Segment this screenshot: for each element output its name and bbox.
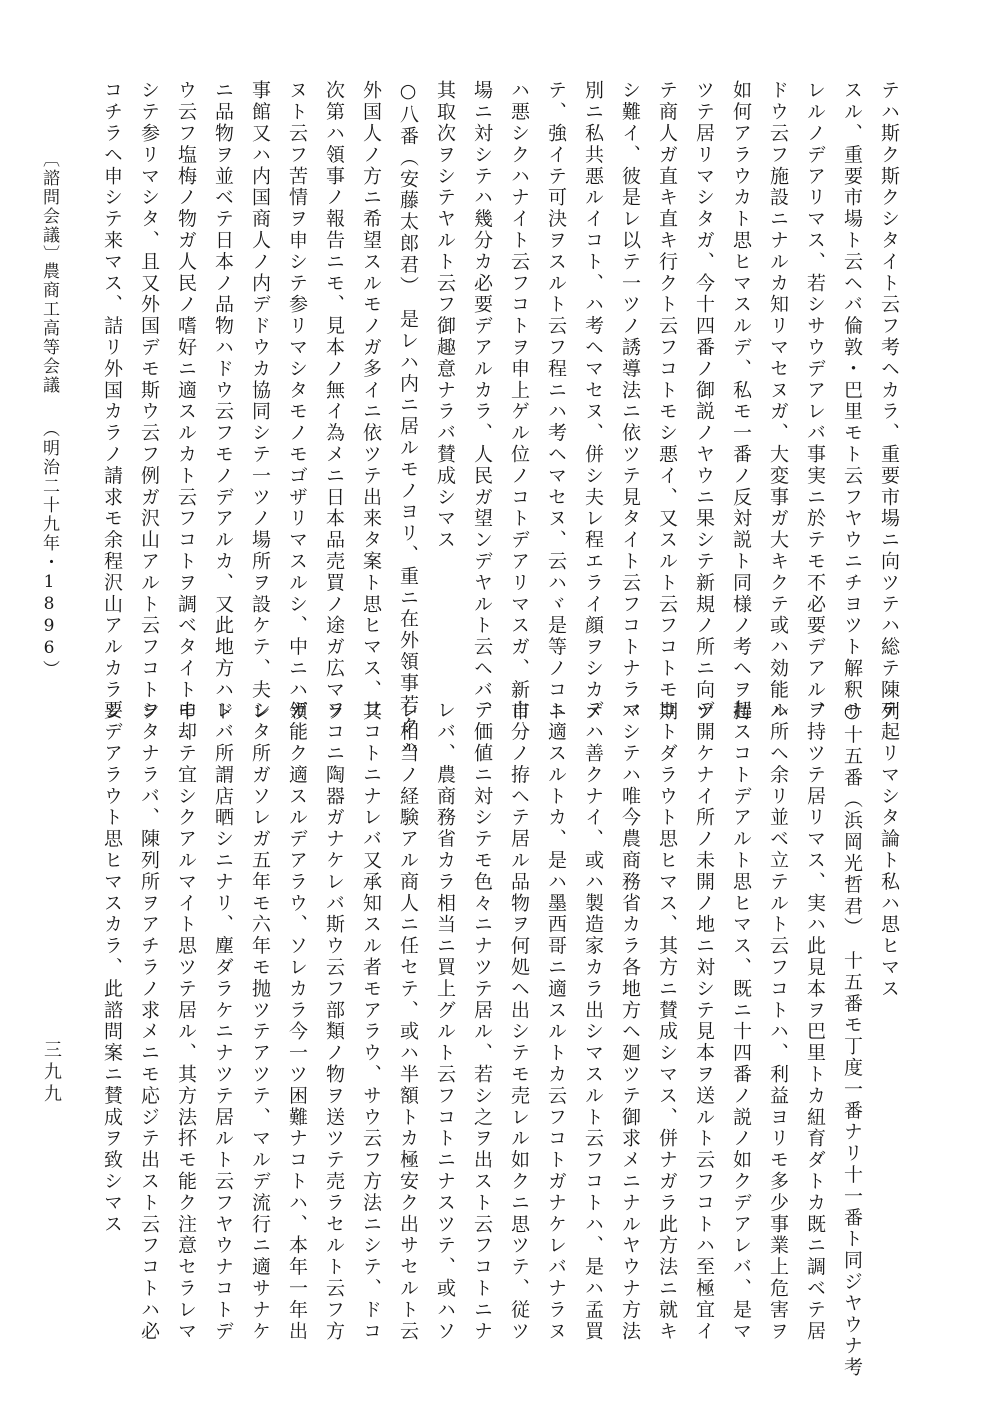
text-column: 要デアラウト思ヒマスカラ、此諮問案ニ賛成ヲ致シマス (101, 700, 123, 1235)
text-column: 別ニ私共悪ルイコト、ハ考ヘマセヌ、併シ夫レ程エライ顔ヲシカメ (582, 80, 604, 722)
text-column: 場ニ対シテハ幾分カ必要デアルカラ、人民ガ望ンデヤルト云ヘバ、 (471, 80, 493, 722)
text-column: ドウ云フ施設ニナルカ知リマセヌガ、大変事ガ大キクテ或ハ効能ハ (767, 80, 789, 722)
text-column: デハ善クナイ、或ハ製造家カラ出シマスルト云フコトハ、是ハ孟買 (582, 700, 604, 1342)
text-column: シタ所ガソレガ五年モ六年モ抛ツテアツテ、マルデ流行ニ適サナケ (249, 700, 271, 1342)
text-column: シテ参リマシタ、且又外国デモ斯ウ云フ例ガ沢山アルト云フコトヲ (138, 80, 160, 722)
speaker-column: ○十五番（浜岡光哲君） 十五番モ丁度一番ナリ十一番ト同ジヤウナ考 (841, 700, 863, 1379)
text-column: フコトニナレバ又承知スル者モアラウ、サウ云フ方法ニシテ、ドコ (360, 700, 382, 1342)
text-column: ツテ居リマシタガ、今十四番ノ御説ノヤウニ果シテ新規ノ所ニ向ツ (693, 80, 715, 722)
text-column: ヲ持ツテ居リマス、実ハ此見本ヲ巴里トカ紐育ダトカ既ニ調ベテ居 (804, 700, 826, 1342)
text-column: ハ悪シクハナイト云フコトヲ申上ゲル位ノコトデアリマスガ、新市 (508, 80, 530, 722)
text-column: ガ能ク適スルデアラウ、ソレカラ今一ツ困難ナコトハ、本年一年出 (286, 700, 308, 1342)
text-column: 事館又ハ内国商人ノ内デドウカ協同シテ一ツノ場所ヲ設ケテ、夫レ (249, 80, 271, 722)
text-column: スル、重要市場ト云ヘバ倫敦・巴里モト云フヤウニチヨツト解釈サ (841, 80, 863, 722)
text-column: ソコニ陶器ガナケレバ斯ウ云フ部類ノ物ヲ送ツテ売ラセルト云フ方 (323, 700, 345, 1342)
text-column: コトダラウト思ヒマス、其方ニ賛成シマス、併ナガラ此方法ニ就キ (656, 700, 678, 1342)
text-column: コチラヘ申シテ来マス、詰リ外国カラノ請求モ余程沢山アルカラシ (101, 80, 123, 722)
text-column: ニ適スルトカ、是ハ墨西哥ニ適スルトカ云フコトガナケレバナラヌ (545, 700, 567, 1342)
text-column: レルノデアリマス、若シサウデアレバ事実ニ於テモ不必要デアル、 (804, 80, 826, 722)
text-column: テ商人ガ直キ直キ行クト云フコトモシ悪イ、又スルト云フコトモ期 (656, 80, 678, 722)
text-column: シタナラバ、陳列所ヲアチラノ求メニモ応ジテ出スト云フコトハ必 (138, 700, 160, 1342)
text-column: マシテハ唯今農商務省カラ各地方ヘ廻ツテ御求メニナルヤウナ方法 (619, 700, 641, 1342)
text-column: レバ、農商務省カラ相当ニ買上グルト云フコトニナスツテ、或ハソ (434, 700, 456, 1342)
speaker-column: ○八番（安藤太郎君） 是レハ内ニ居ルモノヨリ、重ニ在外領事若クハ (397, 80, 419, 759)
text-column: テハ斯ク斯クシタイト云フ考ヘカラ、重要市場ニ向ツテハ総テ陳列 (878, 80, 900, 722)
section-label: 〔諮問会議〕 (39, 150, 59, 264)
text-column: レバ所謂店晒シニナリ、塵ダラケニナツテ居ルト云フヤウナコトデ (212, 700, 234, 1342)
text-column: テ起リマシタ論ト私ハ思ヒマス (878, 700, 900, 1000)
text-column: 其取次ヲシテヤルト云フ御趣意ナラバ賛成シマス (434, 80, 456, 551)
publication-title: 農商工高等会議 (39, 262, 59, 395)
text-column: 自分ノ拵ヘテ居ル品物ヲ何処ヘ出シテモ売レル如クニ思ツテ、従ツ (508, 700, 530, 1342)
text-column: 起スコトデアルト思ヒマス、既ニ十四番ノ説ノ如クデアレバ、是マ (730, 700, 752, 1342)
text-column: テ価値ニ対シテモ色々ニナツテ居ル、若シ之ヲ出スト云フコトニナ (471, 700, 493, 1342)
text-column: モ却テ宜シクアルマイト思ツテ居ル、其方法抔モ能ク注意セラレマ (175, 700, 197, 1342)
text-column: 次第ハ領事ノ報告ニモ、見本ノ無イ為メニ日本品売買ノ途ガ広マラ (323, 80, 345, 722)
text-column: ウ云フ塩梅ノ物ガ人民ノ嗜好ニ適スルカト云フコトヲ調ベタイト申 (175, 80, 197, 722)
text-column: ル所ヘ余リ並ベ立テルト云フコトハ、利益ヨリモ多少事業上危害ヲ (767, 700, 789, 1342)
text-column: ニ品物ヲ並ベテ日本ノ品物ハドウ云フモノデアルカ、又此地方ハド (212, 80, 234, 722)
text-column: レ相当ノ経験アル商人ニ任セテ、或ハ半額トカ極安ク出サセルト云 (397, 700, 419, 1342)
text-column: 外国人ノ方ニ希望スルモノガ多イニ依ツテ出来タ案ト思ヒマス、其 (360, 80, 382, 722)
text-column: シ難イ、彼是レ以テ一ツノ誘導法ニ依ツテ見タイト云フコトナラバ (619, 80, 641, 722)
page-number: 三九九 (41, 1040, 62, 1106)
text-column: テ、強イテ可決ヲスルト云フ程ニハ考ヘマセヌ、云ハヾ是等ノコト (545, 80, 567, 722)
text-column: 如何アラウカト思ヒマスルデ、私モ一番ノ反対説ト同様ノ考ヘヲ持 (730, 80, 752, 722)
text-column: デ開ケナイ所ノ未開ノ地ニ対シテ見本ヲ送ルト云フコトハ至極宜イ (693, 700, 715, 1342)
year-note: （明治二十九年・1896） (39, 420, 59, 679)
text-column: ヌト云フ苦情ヲ申シテ参リマシタモノモゴザリマスルシ、中ニハ領 (286, 80, 308, 722)
